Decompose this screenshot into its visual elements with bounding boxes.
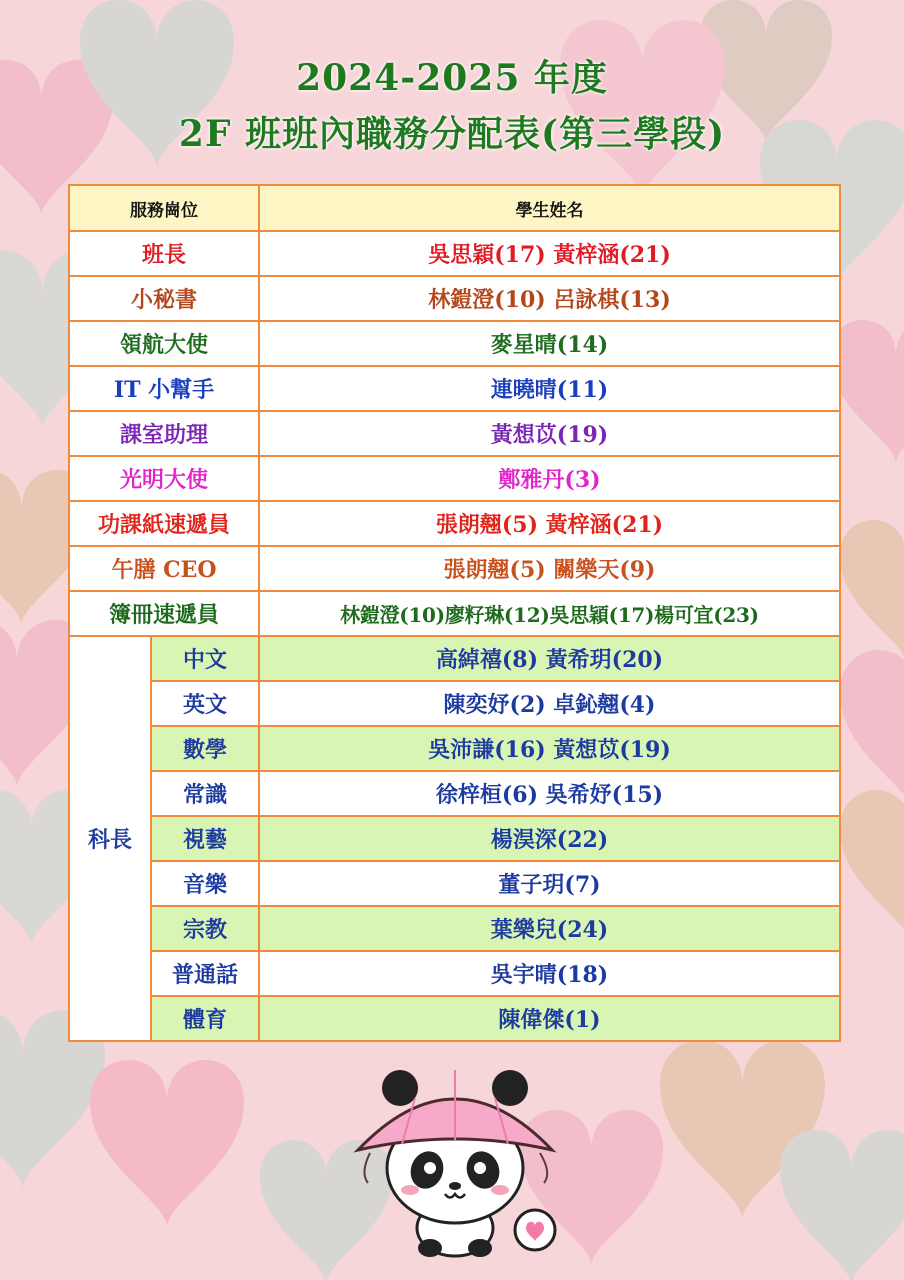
subject-row	[69, 906, 840, 951]
names-cell: 麥星晴(14)	[259, 321, 840, 366]
role-cell: 簿冊速遞員	[69, 591, 259, 636]
names-cell: 鄭雅丹(3)	[259, 456, 840, 501]
table-row	[69, 366, 840, 411]
table-row	[69, 591, 840, 636]
subject-row	[69, 996, 840, 1041]
table-row	[69, 276, 840, 321]
names-cell: 葉樂兒(24)	[259, 906, 840, 951]
role-cell: 光明大使	[69, 456, 259, 501]
role-cell: 午膳 CEO	[69, 546, 259, 591]
names-cell: 高綽禧(8) 黃希玥(20)	[259, 636, 840, 681]
header-role: 服務崗位	[69, 185, 259, 231]
subject-cell: 英文	[151, 681, 259, 726]
role-cell: 課室助理	[69, 411, 259, 456]
names-cell: 林鎧澄(10)廖籽琳(12)吳思穎(17)楊可宜(23)	[259, 591, 840, 636]
names-cell: 張朗翹(5) 關樂天(9)	[259, 546, 840, 591]
subject-row	[69, 816, 840, 861]
table-row	[69, 321, 840, 366]
names-cell: 陳奕妤(2) 卓鈊翹(4)	[259, 681, 840, 726]
page-title-main: 2F 班班內職務分配表(第三學段)	[178, 113, 726, 155]
subject-cell: 常識	[151, 771, 259, 816]
table-row	[69, 456, 840, 501]
table-row	[69, 501, 840, 546]
names-cell: 楊淏深(22)	[259, 816, 840, 861]
table-row	[69, 546, 840, 591]
subject-row	[69, 681, 840, 726]
role-cell: 班長	[69, 231, 259, 276]
subject-row	[69, 951, 840, 996]
page-title-year: 2024-2025 年度	[296, 57, 608, 99]
names-cell: 董子玥(7)	[259, 861, 840, 906]
names-cell: 吳宇晴(18)	[259, 951, 840, 996]
names-cell: 黃想苡(19)	[259, 411, 840, 456]
names-cell: 林鎧澄(10) 呂詠棋(13)	[259, 276, 840, 321]
names-cell: 連曉晴(11)	[259, 366, 840, 411]
table-header-row	[69, 185, 840, 231]
subject-row	[69, 861, 840, 906]
subject-cell: 數學	[151, 726, 259, 771]
names-cell: 張朗翹(5) 黃梓涵(21)	[259, 501, 840, 546]
subject-cell: 普通話	[151, 951, 259, 996]
role-cell: 功課紙速遞員	[69, 501, 259, 546]
duty-table	[68, 184, 841, 1042]
names-cell: 陳偉傑(1)	[259, 996, 840, 1041]
names-cell: 徐梓桓(6) 吳希妤(15)	[259, 771, 840, 816]
table-row	[69, 231, 840, 276]
panda-with-pink-hat-icon	[340, 1058, 570, 1258]
role-cell: 領航大使	[69, 321, 259, 366]
subject-row	[69, 636, 840, 681]
subject-row	[69, 726, 840, 771]
role-cell: 小秘書	[69, 276, 259, 321]
subject-cell: 體育	[151, 996, 259, 1041]
role-cell: IT 小幫手	[69, 366, 259, 411]
subject-cell: 視藝	[151, 816, 259, 861]
names-cell: 吳沛謙(16) 黃想苡(19)	[259, 726, 840, 771]
subject-cell: 音樂	[151, 861, 259, 906]
names-cell: 吳思穎(17) 黃梓涵(21)	[259, 231, 840, 276]
header-name: 學生姓名	[259, 185, 840, 231]
subject-cell: 中文	[151, 636, 259, 681]
subject-row	[69, 771, 840, 816]
subject-cell: 宗教	[151, 906, 259, 951]
table-row	[69, 411, 840, 456]
subject-group-label: 科長	[69, 636, 151, 1041]
